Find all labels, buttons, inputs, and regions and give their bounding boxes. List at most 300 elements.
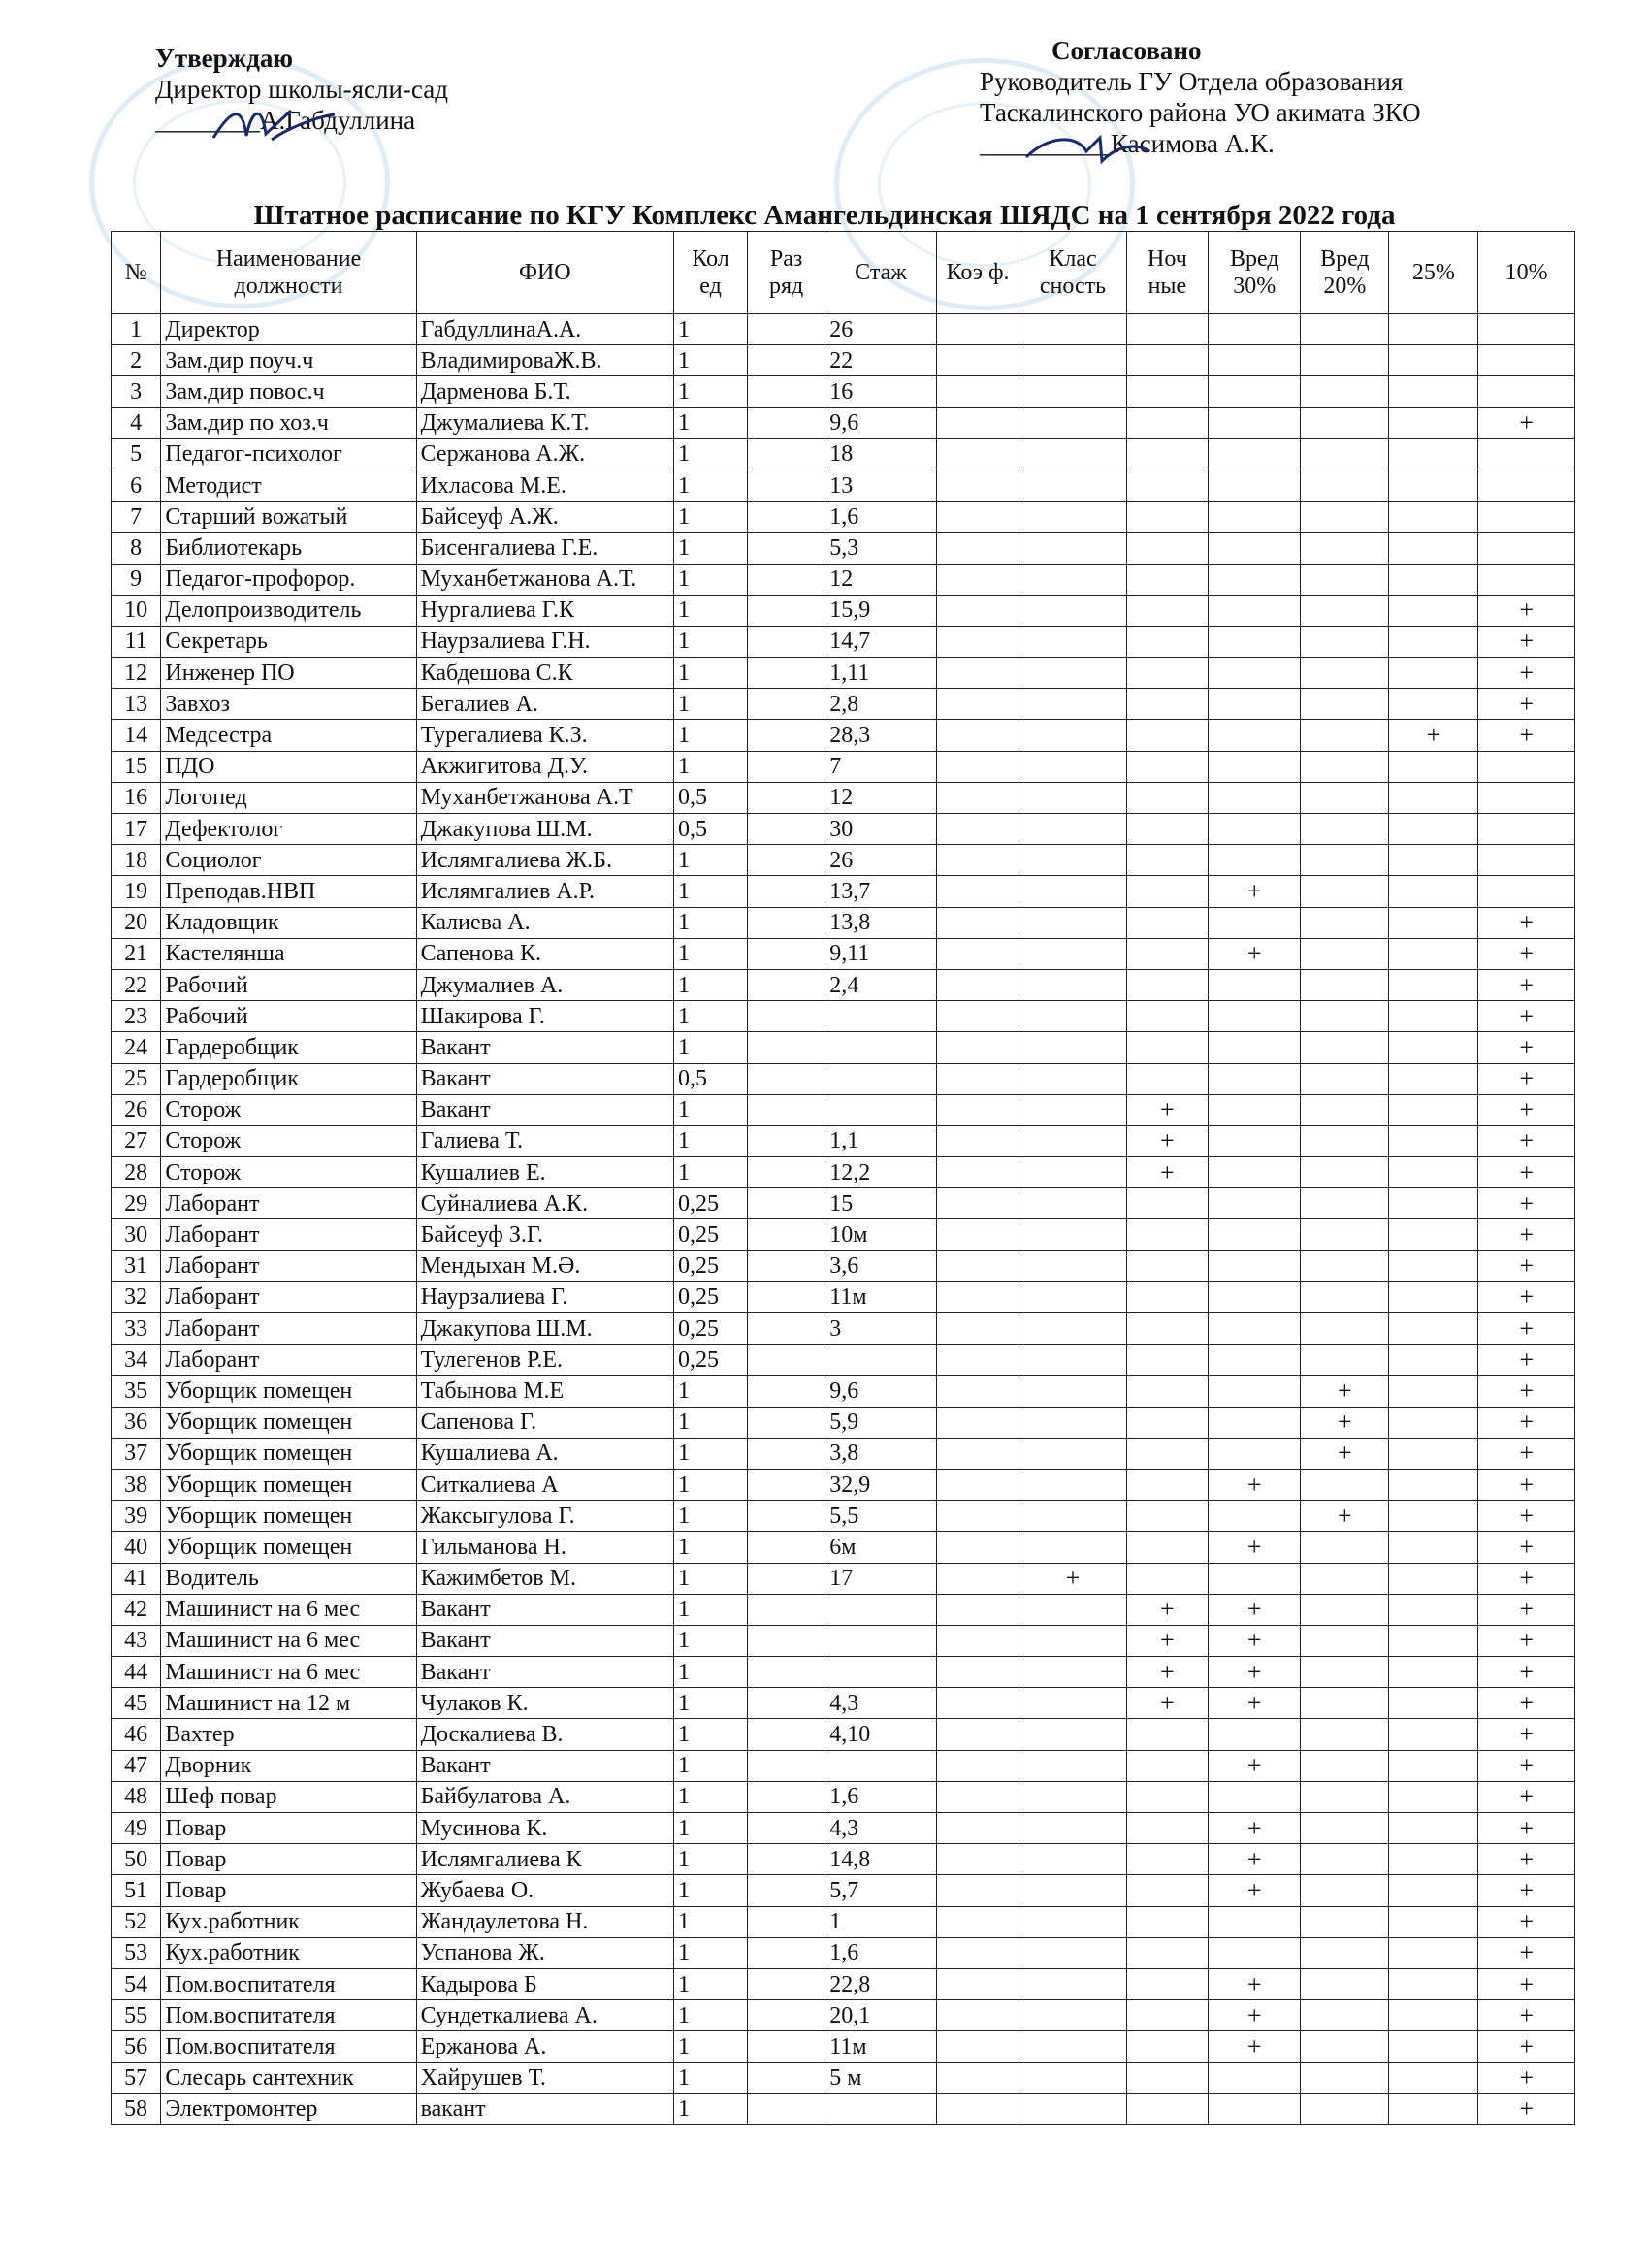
cell-class	[1019, 751, 1126, 782]
cell-harm-30	[1209, 1719, 1301, 1750]
cell-experience: 7	[825, 751, 937, 782]
cell-coefficient	[936, 2000, 1019, 2031]
cell-fullname: Шакирова Г.	[416, 1001, 673, 1032]
cell-25-percent	[1389, 1937, 1478, 1968]
cell-class	[1019, 814, 1126, 845]
cell-coefficient	[936, 438, 1019, 470]
cell-fullname: Муханбетжанова А.Т.	[416, 564, 673, 595]
cell-class	[1019, 1968, 1126, 1999]
cell-position: Уборщик помещен	[161, 1407, 416, 1438]
cell-experience: 1	[825, 1906, 937, 1937]
cell-coefficient	[936, 845, 1019, 876]
cell-10-percent: +	[1478, 1094, 1575, 1125]
cell-experience: 18	[825, 438, 937, 470]
cell-harm-20	[1301, 1937, 1389, 1968]
cell-harm-20: +	[1301, 1376, 1389, 1407]
cell-night	[1126, 814, 1209, 845]
cell-harm-20	[1301, 470, 1389, 501]
cell-class	[1019, 689, 1126, 720]
cell-number: 50	[112, 1844, 161, 1875]
cell-experience	[825, 1001, 937, 1032]
table-row	[112, 845, 1575, 876]
cell-harm-20	[1301, 407, 1389, 438]
cell-coefficient	[936, 1688, 1019, 1719]
cell-number: 22	[112, 969, 161, 1000]
cell-night	[1126, 1501, 1209, 1532]
cell-harm-30	[1209, 1281, 1301, 1312]
cell-harm-30	[1209, 626, 1301, 657]
cell-25-percent	[1389, 1188, 1478, 1219]
cell-night	[1126, 1532, 1209, 1563]
cell-class	[1019, 345, 1126, 376]
cell-10-percent	[1478, 564, 1575, 595]
agreement-position: Руководитель ГУ Отдела образования	[980, 67, 1404, 96]
cell-grade	[748, 502, 825, 533]
cell-coefficient	[936, 470, 1019, 501]
cell-harm-30	[1209, 907, 1301, 938]
cell-fullname: Акжигитова Д.У.	[416, 751, 673, 782]
cell-fullname: Жандаулетова Н.	[416, 1906, 673, 1937]
cell-coefficient	[936, 1625, 1019, 1656]
cell-number: 11	[112, 626, 161, 657]
cell-number: 47	[112, 1750, 161, 1781]
cell-night	[1126, 1281, 1209, 1312]
table-row	[112, 876, 1575, 907]
cell-coefficient	[936, 1469, 1019, 1500]
cell-number: 2	[112, 345, 161, 376]
col-harm-20: Вред 20%	[1301, 232, 1389, 314]
cell-units: 1	[674, 1376, 748, 1407]
cell-units: 1	[674, 564, 748, 595]
cell-coefficient	[936, 1001, 1019, 1032]
cell-units: 1	[674, 1125, 748, 1156]
table-row	[112, 1750, 1575, 1781]
cell-grade	[748, 2093, 825, 2124]
table-row	[112, 1937, 1575, 1968]
cell-coefficient	[936, 1250, 1019, 1281]
table-row	[112, 751, 1575, 782]
cell-25-percent	[1389, 1750, 1478, 1781]
cell-grade	[748, 376, 825, 407]
cell-night: +	[1126, 1094, 1209, 1125]
cell-units: 1	[674, 907, 748, 938]
cell-units: 1	[674, 938, 748, 969]
cell-class	[1019, 2000, 1126, 2031]
cell-harm-30	[1209, 314, 1301, 345]
cell-number: 58	[112, 2093, 161, 2124]
cell-10-percent: +	[1478, 1563, 1575, 1594]
cell-harm-20	[1301, 314, 1389, 345]
cell-night	[1126, 1032, 1209, 1063]
cell-number: 15	[112, 751, 161, 782]
cell-harm-20: +	[1301, 1407, 1389, 1438]
cell-grade	[748, 1032, 825, 1063]
cell-harm-20	[1301, 1469, 1389, 1500]
cell-experience: 10м	[825, 1219, 937, 1250]
cell-fullname: Кушалиева А.	[416, 1438, 673, 1469]
cell-10-percent	[1478, 751, 1575, 782]
cell-25-percent	[1389, 376, 1478, 407]
cell-experience: 1,1	[825, 1125, 937, 1156]
cell-harm-20	[1301, 1813, 1389, 1844]
cell-class	[1019, 1001, 1126, 1032]
cell-fullname: Ихласова М.Е.	[416, 470, 673, 501]
cell-units: 1	[674, 1906, 748, 1937]
cell-class	[1019, 1937, 1126, 1968]
cell-25-percent	[1389, 1906, 1478, 1937]
table-row	[112, 470, 1575, 501]
cell-number: 14	[112, 720, 161, 751]
cell-fullname: Бисенгалиева Г.Е.	[416, 533, 673, 564]
cell-harm-30	[1209, 1407, 1301, 1438]
agreement-signature-line: __________Касимова А.К.	[980, 129, 1275, 158]
cell-class	[1019, 1906, 1126, 1937]
cell-experience: 3	[825, 1313, 937, 1345]
cell-experience: 13	[825, 470, 937, 501]
cell-10-percent: +	[1478, 1281, 1575, 1312]
cell-position: Уборщик помещен	[161, 1501, 416, 1532]
cell-number: 7	[112, 502, 161, 533]
cell-10-percent: +	[1478, 2093, 1575, 2124]
cell-position: Шеф повар	[161, 1781, 416, 1812]
cell-25-percent	[1389, 938, 1478, 969]
cell-harm-20	[1301, 502, 1389, 533]
cell-grade	[748, 1219, 825, 1250]
cell-harm-30	[1209, 1125, 1301, 1156]
cell-units: 1	[674, 1594, 748, 1625]
cell-harm-20	[1301, 345, 1389, 376]
table-row	[112, 814, 1575, 845]
cell-units: 1	[674, 1781, 748, 1812]
cell-harm-30: +	[1209, 2031, 1301, 2062]
cell-night	[1126, 1469, 1209, 1500]
cell-grade	[748, 938, 825, 969]
cell-grade	[748, 438, 825, 470]
cell-experience: 22	[825, 345, 937, 376]
cell-25-percent	[1389, 1688, 1478, 1719]
cell-number: 38	[112, 1469, 161, 1500]
cell-25-percent	[1389, 595, 1478, 626]
cell-coefficient	[936, 595, 1019, 626]
document-title: Штатное расписание по КГУ Комплекс Амангельдинская ШЯДС на 1 сентября 2022 года	[253, 200, 1396, 231]
cell-harm-20	[1301, 689, 1389, 720]
cell-harm-30	[1209, 376, 1301, 407]
cell-fullname: ВладимироваЖ.В.	[416, 345, 673, 376]
cell-number: 29	[112, 1188, 161, 1219]
cell-25-percent	[1389, 689, 1478, 720]
cell-10-percent: +	[1478, 720, 1575, 751]
cell-10-percent: +	[1478, 1188, 1575, 1219]
cell-10-percent: +	[1478, 1157, 1575, 1188]
cell-experience: 30	[825, 814, 937, 845]
cell-units: 1	[674, 1032, 748, 1063]
cell-coefficient	[936, 1719, 1019, 1750]
cell-coefficient	[936, 376, 1019, 407]
cell-grade	[748, 2000, 825, 2031]
cell-number: 5	[112, 438, 161, 470]
cell-grade	[748, 345, 825, 376]
cell-harm-30	[1209, 1501, 1301, 1532]
cell-10-percent: +	[1478, 1313, 1575, 1345]
cell-grade	[748, 658, 825, 689]
cell-10-percent: +	[1478, 595, 1575, 626]
cell-night: +	[1126, 1688, 1209, 1719]
cell-experience: 11м	[825, 2031, 937, 2062]
cell-class	[1019, 1407, 1126, 1438]
cell-night	[1126, 2062, 1209, 2093]
cell-experience: 13,7	[825, 876, 937, 907]
cell-experience	[825, 1625, 937, 1656]
cell-number: 1	[112, 314, 161, 345]
cell-10-percent	[1478, 470, 1575, 501]
cell-harm-20	[1301, 533, 1389, 564]
cell-experience: 3,8	[825, 1438, 937, 1469]
cell-class	[1019, 1219, 1126, 1250]
cell-10-percent: +	[1478, 1875, 1575, 1906]
cell-experience: 1,6	[825, 1781, 937, 1812]
cell-fullname: Муханбетжанова А.Т	[416, 782, 673, 813]
cell-harm-20	[1301, 1688, 1389, 1719]
staff-table	[111, 231, 1575, 2125]
cell-fullname: Бегалиев А.	[416, 689, 673, 720]
cell-number: 9	[112, 564, 161, 595]
cell-fullname: Вакант	[416, 1063, 673, 1094]
cell-fullname: Турегалиева К.З.	[416, 720, 673, 751]
cell-position: ПДО	[161, 751, 416, 782]
cell-position: Старший вожатый	[161, 502, 416, 533]
cell-grade	[748, 1094, 825, 1125]
cell-fullname: Дарменова Б.Т.	[416, 376, 673, 407]
cell-position: Лаборант	[161, 1219, 416, 1250]
cell-harm-30	[1209, 1001, 1301, 1032]
cell-grade	[748, 720, 825, 751]
cell-harm-20	[1301, 2062, 1389, 2093]
cell-position: Вахтер	[161, 1719, 416, 1750]
cell-25-percent	[1389, 2031, 1478, 2062]
cell-harm-20	[1301, 1875, 1389, 1906]
cell-units: 1	[674, 689, 748, 720]
cell-fullname: вакант	[416, 2093, 673, 2124]
cell-25-percent	[1389, 1376, 1478, 1407]
cell-25-percent	[1389, 470, 1478, 501]
cell-harm-20	[1301, 1188, 1389, 1219]
cell-position: Педагог-психолог	[161, 438, 416, 470]
cell-harm-30	[1209, 658, 1301, 689]
cell-10-percent: +	[1478, 1625, 1575, 1656]
cell-number: 56	[112, 2031, 161, 2062]
cell-harm-30	[1209, 720, 1301, 751]
cell-harm-30	[1209, 814, 1301, 845]
cell-units: 1	[674, 845, 748, 876]
cell-25-percent	[1389, 907, 1478, 938]
cell-units: 1	[674, 1688, 748, 1719]
cell-harm-20	[1301, 782, 1389, 813]
table-row	[112, 438, 1575, 470]
cell-grade	[748, 1376, 825, 1407]
cell-10-percent	[1478, 345, 1575, 376]
cell-units: 1	[674, 720, 748, 751]
cell-coefficient	[936, 1750, 1019, 1781]
cell-harm-20	[1301, 1313, 1389, 1345]
cell-position: Слесарь сантехник	[161, 2062, 416, 2093]
cell-25-percent	[1389, 1813, 1478, 1844]
cell-harm-20	[1301, 1032, 1389, 1063]
cell-10-percent	[1478, 438, 1575, 470]
cell-fullname: Калиева А.	[416, 907, 673, 938]
cell-25-percent	[1389, 1594, 1478, 1625]
cell-units: 0,25	[674, 1281, 748, 1312]
cell-coefficient	[936, 907, 1019, 938]
cell-10-percent: +	[1478, 2062, 1575, 2093]
cell-class	[1019, 1250, 1126, 1281]
table-body	[112, 314, 1575, 2125]
cell-coefficient	[936, 1813, 1019, 1844]
cell-position: Пом.воспитателя	[161, 2000, 416, 2031]
cell-number: 52	[112, 1906, 161, 1937]
cell-coefficient	[936, 814, 1019, 845]
cell-number: 30	[112, 1219, 161, 1250]
cell-units: 1	[674, 1968, 748, 1999]
cell-night	[1126, 751, 1209, 782]
cell-25-percent	[1389, 1469, 1478, 1500]
cell-harm-30	[1209, 533, 1301, 564]
cell-coefficient	[936, 1438, 1019, 1469]
cell-harm-20	[1301, 720, 1389, 751]
cell-25-percent	[1389, 1063, 1478, 1094]
cell-units: 1	[674, 1157, 748, 1188]
cell-25-percent	[1389, 407, 1478, 438]
cell-units: 1	[674, 470, 748, 501]
cell-fullname: Сапенова К.	[416, 938, 673, 969]
col-grade: Раз ряд	[748, 232, 825, 314]
cell-10-percent: +	[1478, 1407, 1575, 1438]
cell-number: 26	[112, 1094, 161, 1125]
cell-number: 49	[112, 1813, 161, 1844]
cell-harm-30: +	[1209, 1844, 1301, 1875]
cell-coefficient	[936, 689, 1019, 720]
cell-grade	[748, 1750, 825, 1781]
cell-harm-30	[1209, 1063, 1301, 1094]
cell-coefficient	[936, 502, 1019, 533]
cell-25-percent	[1389, 2093, 1478, 2124]
cell-grade	[748, 314, 825, 345]
cell-grade	[748, 1501, 825, 1532]
cell-class	[1019, 2062, 1126, 2093]
cell-experience: 14,8	[825, 1844, 937, 1875]
cell-grade	[748, 876, 825, 907]
cell-units: 1	[674, 1750, 748, 1781]
cell-units: 1	[674, 626, 748, 657]
cell-grade	[748, 1625, 825, 1656]
cell-position: Методист	[161, 470, 416, 501]
cell-coefficient	[936, 626, 1019, 657]
cell-coefficient	[936, 1781, 1019, 1812]
cell-units: 1	[674, 2031, 748, 2062]
approval-heading: Утверждаю	[155, 44, 294, 73]
cell-class	[1019, 1376, 1126, 1407]
cell-position: Кух.работник	[161, 1937, 416, 1968]
cell-grade	[748, 751, 825, 782]
cell-fullname: Вакант	[416, 1594, 673, 1625]
cell-position: Медсестра	[161, 720, 416, 751]
table-row	[112, 376, 1575, 407]
cell-harm-20	[1301, 1219, 1389, 1250]
cell-25-percent	[1389, 751, 1478, 782]
table-row	[112, 1376, 1575, 1407]
cell-25-percent	[1389, 2000, 1478, 2031]
cell-experience: 5 м	[825, 2062, 937, 2093]
cell-position: Зам.дир по хоз.ч	[161, 407, 416, 438]
cell-10-percent: +	[1478, 1501, 1575, 1532]
cell-grade	[748, 1532, 825, 1563]
cell-night	[1126, 1813, 1209, 1844]
col-number: №	[112, 232, 161, 314]
cell-grade	[748, 1345, 825, 1376]
table-row	[112, 345, 1575, 376]
table-row	[112, 782, 1575, 813]
cell-position: Преподав.НВП	[161, 876, 416, 907]
cell-night	[1126, 502, 1209, 533]
cell-fullname: Нургалиева Г.К	[416, 595, 673, 626]
cell-harm-30: +	[1209, 1875, 1301, 1906]
cell-night	[1126, 2000, 1209, 2031]
cell-10-percent: +	[1478, 1219, 1575, 1250]
cell-harm-20	[1301, 438, 1389, 470]
cell-harm-30: +	[1209, 1469, 1301, 1500]
cell-position: Дворник	[161, 1750, 416, 1781]
cell-fullname: Байбулатова А.	[416, 1781, 673, 1812]
cell-night	[1126, 533, 1209, 564]
cell-experience: 32,9	[825, 1469, 937, 1500]
cell-coefficient	[936, 720, 1019, 751]
cell-harm-20	[1301, 1657, 1389, 1688]
cell-grade	[748, 1813, 825, 1844]
cell-experience: 1,11	[825, 658, 937, 689]
cell-experience	[825, 1094, 937, 1125]
cell-10-percent: +	[1478, 1532, 1575, 1563]
cell-position: Уборщик помещен	[161, 1469, 416, 1500]
cell-coefficient	[936, 938, 1019, 969]
cell-25-percent	[1389, 1001, 1478, 1032]
cell-units: 1	[674, 595, 748, 626]
cell-night	[1126, 1875, 1209, 1906]
cell-position: Машинист на 6 мес	[161, 1625, 416, 1656]
cell-harm-30	[1209, 845, 1301, 876]
cell-harm-30: +	[1209, 1625, 1301, 1656]
cell-coefficient	[936, 969, 1019, 1000]
cell-10-percent: +	[1478, 1063, 1575, 1094]
cell-night	[1126, 1407, 1209, 1438]
cell-coefficient	[936, 1281, 1019, 1312]
cell-units: 1	[674, 407, 748, 438]
table-row	[112, 1157, 1575, 1188]
cell-number: 3	[112, 376, 161, 407]
cell-harm-30	[1209, 438, 1301, 470]
cell-coefficient	[936, 1125, 1019, 1156]
cell-units: 1	[674, 502, 748, 533]
cell-class	[1019, 438, 1126, 470]
cell-harm-30	[1209, 2093, 1301, 2124]
cell-25-percent	[1389, 1625, 1478, 1656]
cell-coefficient	[936, 1594, 1019, 1625]
cell-position: Социолог	[161, 845, 416, 876]
cell-night	[1126, 1719, 1209, 1750]
cell-number: 16	[112, 782, 161, 813]
cell-class	[1019, 314, 1126, 345]
cell-night	[1126, 1563, 1209, 1594]
cell-class	[1019, 595, 1126, 626]
cell-night	[1126, 1188, 1209, 1219]
